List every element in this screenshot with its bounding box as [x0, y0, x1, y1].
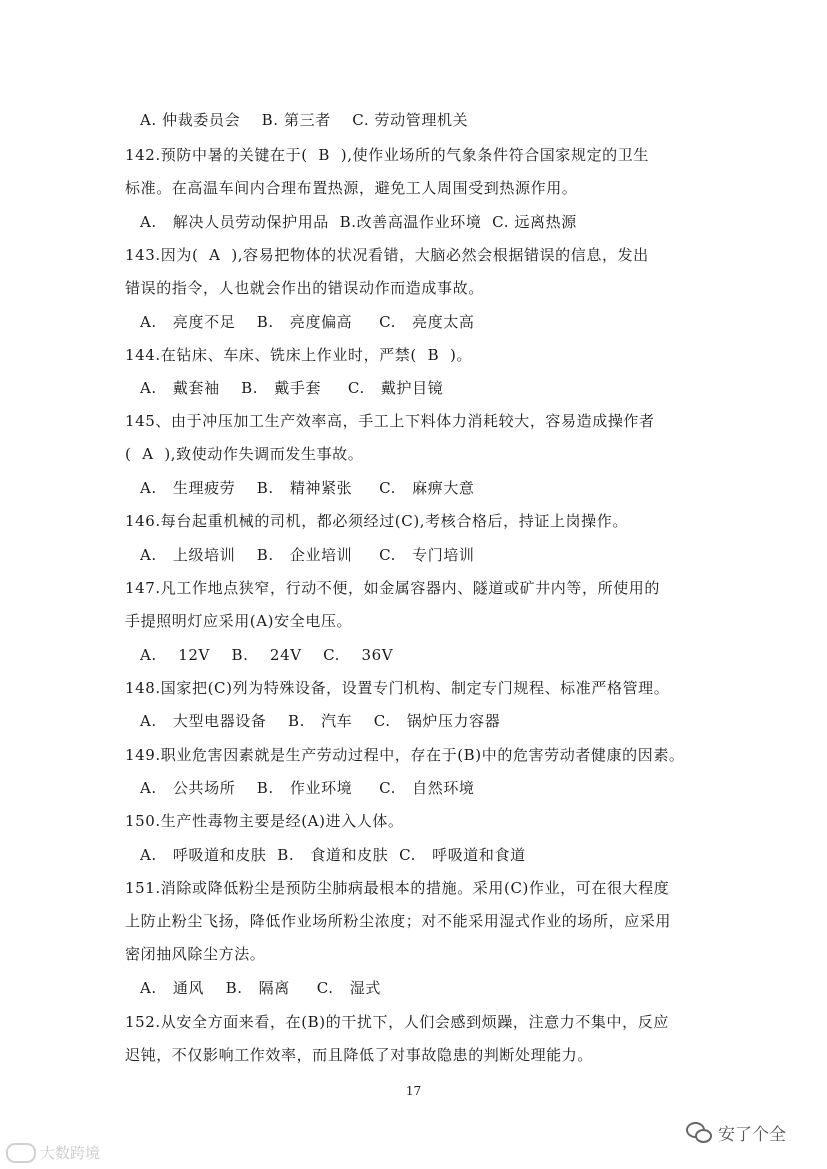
watermark-left	[6, 1142, 100, 1163]
page-number: 17	[405, 1084, 422, 1098]
question-143-line-2: 错误的指令，人也就会作出的错误动作而造成事故。	[125, 279, 484, 297]
options-151: A. 通风 B. 隔离 C. 湿式	[140, 979, 381, 997]
question-145-line-2: ( A ),致使动作失调而发生事故。	[125, 445, 364, 463]
options-148: A. 大型电器设备 B. 汽车 C. 锅炉压力容器	[140, 712, 501, 730]
question-146: 146.每台起重机械的司机，都必须经过(C),考核合格后，持证上岗操作。	[125, 512, 628, 530]
question-152-line-2: 迟钝，不仅影响工作效率，而且降低了对事故隐患的判断处理能力。	[125, 1046, 594, 1064]
question-147-line-2: 手提照明灯应采用(A)安全电压。	[125, 612, 353, 630]
options-145: A. 生理疲劳 B. 精神紧张 C. 麻痹大意	[140, 479, 475, 497]
question-148: 148.国家把(C)列为特殊设备，设置专门机构、制定专门规程、标准严格管理。	[125, 679, 670, 697]
question-143-line-1: 143.因为( A ),容易把物体的状况看错，大脑必然会根据错误的信息，发出	[125, 246, 649, 264]
question-151-line-1: 151.消除或降低粉尘是预防尘肺病最根本的措施。采用(C)作业，可在很大程度	[125, 879, 670, 897]
question-151-line-3: 密闭抽风除尘方法。	[125, 945, 266, 963]
question-151-line-2: 上防止粉尘飞扬，降低作业场所粉尘浓度；对不能采用湿式作业的场所，应采用	[125, 912, 672, 930]
question-142-line-1: 142.预防中暑的关键在于( B ),使作业场所的气象条件符合国家规定的卫生	[125, 146, 649, 164]
options-143: A. 亮度不足 B. 亮度偏高 C. 亮度太高	[140, 313, 475, 331]
options-146: A. 上级培训 B. 企业培训 C. 专门培训	[140, 546, 475, 564]
options-141: A. 仲裁委员会 B. 第三者 C. 劳动管理机关	[140, 111, 469, 129]
options-150: A. 呼吸道和皮肤 B. 食道和皮肤 C. 呼吸道和食道	[140, 846, 526, 864]
options-147: A. 12V B. 24V C. 36V	[140, 646, 394, 664]
question-147-line-1: 147.凡工作地点狭窄，行动不便，如金属容器内、隧道或矿井内等，所使用的	[125, 579, 661, 597]
question-142-line-2: 标准。在高温车间内合理布置热源，避免工人周围受到热源作用。	[125, 179, 578, 197]
options-149: A. 公共场所 B. 作业环境 C. 自然环境	[140, 779, 475, 797]
question-150: 150.生产性毒物主要是经(A)进入人体。	[125, 812, 404, 830]
watermark-logo-icon	[6, 1143, 36, 1163]
question-149: 149.职业危害因素就是生产劳动过程中，存在于(B)中的危害劳动者健康的因素。	[125, 746, 685, 764]
question-144: 144.在钻床、车床、铣床上作业时，严禁( B )。	[125, 346, 472, 364]
wechat-icon	[686, 1122, 712, 1144]
watermark-left-text: 大数跨境	[40, 1144, 101, 1162]
options-144: A. 戴套袖 B. 戴手套 C. 戴护目镜	[140, 379, 444, 397]
question-152-line-1: 152.从安全方面来看，在(B)的干扰下，人们会感到烦躁，注意力不集中，反应	[125, 1013, 669, 1031]
options-142: A. 解决人员劳动保护用品 B.改善高温作业环境 C. 远离热源	[140, 213, 577, 231]
watermark-right	[686, 1120, 786, 1145]
question-145-line-1: 145、由于冲压加工生产效率高，手工上下料体力消耗较大，容易造成操作者	[125, 412, 655, 430]
watermark-right-text: 安了个全	[718, 1125, 786, 1145]
